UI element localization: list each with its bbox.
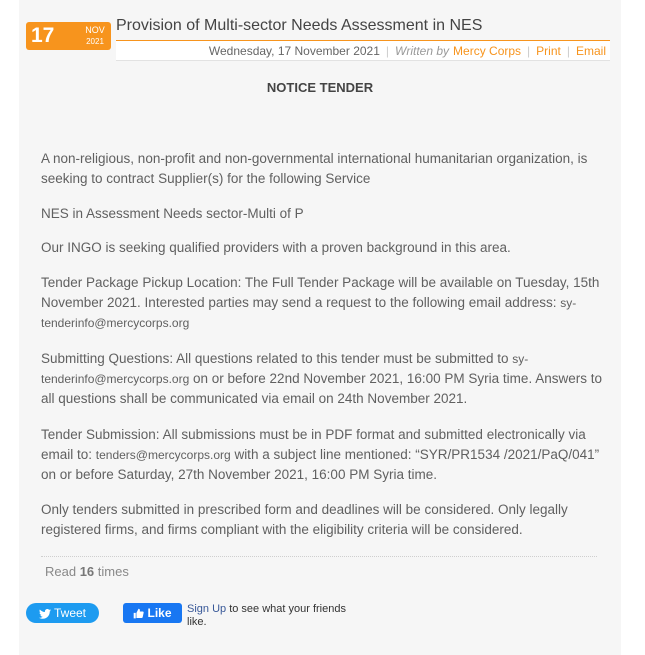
tweet-label: Tweet xyxy=(53,606,86,620)
submission-text-a: Tender Submission: All submissions must be in PDF format and submitted electronically via email to: xyxy=(41,427,586,462)
like-label: Like xyxy=(147,606,172,620)
pickup-email[interactable]: sy-tenderinfo@mercycorps.org xyxy=(41,296,577,330)
date-month: NOV xyxy=(85,25,105,35)
thumbs-up-icon xyxy=(133,608,144,619)
hits-suffix: times xyxy=(97,564,129,579)
submission-text-b: with a subject line mentioned: “SYR/PR1534 /2021/PaQ/041” on or before Saturday, 27th November 2021, 16:00 PM Syria time. xyxy=(41,447,600,482)
hits-count: 16 xyxy=(79,564,95,579)
facebook-signup-text xyxy=(187,603,357,629)
article-meta: Wednesday, 17 November 2021 | Written by Mercy Corps | Print | Email xyxy=(116,40,610,61)
paragraph-intro: A non-religious, non-profit and non-governmental international humanitarian organization, is seeking to contract Supplier(s) for the following Service xyxy=(41,151,588,186)
written-by-label: Written by xyxy=(395,44,450,58)
notice-heading: NOTICE TENDER xyxy=(266,80,374,95)
twitter-bird-icon xyxy=(39,609,51,619)
facebook-like-button[interactable] xyxy=(123,603,182,623)
questions-text-a: Submitting Questions: All questions related to this tender must be submitted to xyxy=(41,351,513,366)
article-title[interactable]: Provision of Multi-sector Needs Assessment in NES xyxy=(116,17,483,34)
tweet-button[interactable] xyxy=(26,603,99,623)
paragraph-ingo: Our INGO is seeking qualified providers with a proven background in this area. xyxy=(41,240,511,255)
paragraph-service: NES in Assessment Needs sector-Multi of P xyxy=(41,206,304,221)
paragraph-submission xyxy=(41,425,606,485)
questions-text-b: on or before 22nd November 2021, 16:00 PM Syria time. Answers to all questions shall be communicated via email on 24th November 2021. xyxy=(41,371,602,406)
date-year: 2021 xyxy=(86,37,104,46)
print-link[interactable]: Print xyxy=(536,44,561,58)
published-date: Wednesday, 17 November 2021 xyxy=(208,44,380,58)
paragraph-questions xyxy=(41,349,606,409)
facebook-signup-link[interactable]: Sign Up xyxy=(187,603,227,615)
hits-prefix: Read xyxy=(45,564,77,579)
hits-counter xyxy=(45,564,129,579)
paragraph-eligibility: Only tenders submitted in prescribed form and deadlines will be considered. Only legally registered firms, and firms compliant with the eligibility criteria will be considered. xyxy=(41,502,568,537)
paragraph-pickup xyxy=(41,273,606,333)
submission-email[interactable]: tenders@mercycorps.org xyxy=(95,448,231,462)
pickup-text: Tender Package Pickup Location: The Full Tender Package will be available on Tuesday, 15th November 2021. Interested parties may send a request to the following email address: xyxy=(41,275,600,310)
questions-email[interactable]: sy-tenderinfo@mercycorps.org xyxy=(41,352,529,386)
divider xyxy=(41,556,597,557)
date-day: 17 xyxy=(31,24,55,47)
email-link[interactable]: Email xyxy=(575,44,606,58)
author-link[interactable]: Mercy Corps xyxy=(453,44,522,58)
date-badge xyxy=(26,22,111,50)
facebook-signup-desc: to see what your friends like. xyxy=(187,603,346,628)
